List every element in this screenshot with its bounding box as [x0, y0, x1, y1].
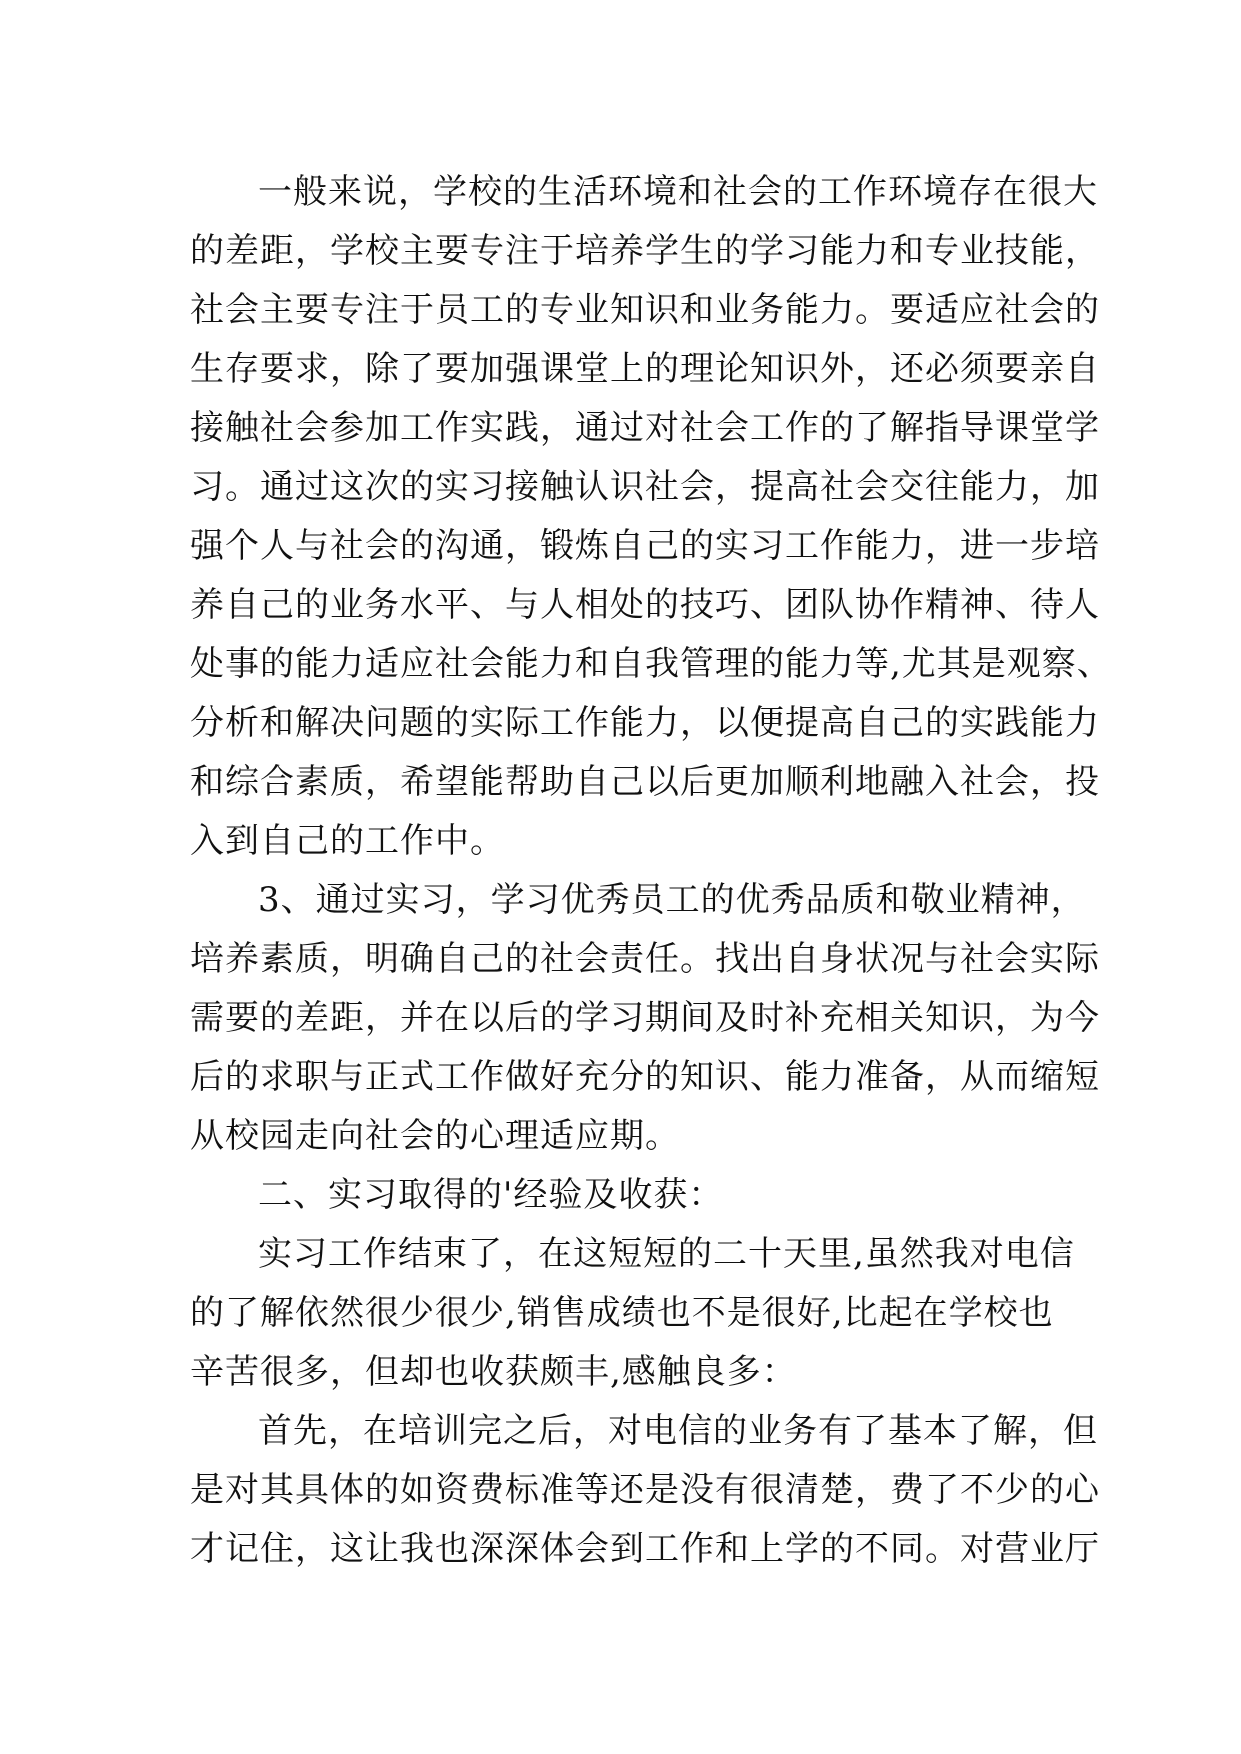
paragraph-line: 处事的能力适应社会能力和自我管理的能力等,尤其是观察、 — [190, 644, 1112, 684]
paragraph-line: 生存要求，除了要加强课堂上的理论知识外，还必须要亲自 — [190, 349, 1100, 389]
paragraph-line: 培养素质，明确自己的社会责任。找出自身状况与社会实际 — [190, 939, 1100, 979]
paragraph-line: 的差距，学校主要专注于培养学生的学习能力和专业技能， — [190, 231, 1100, 271]
paragraph-line: 和综合素质，希望能帮助自己以后更加顺利地融入社会，投 — [190, 762, 1100, 802]
document-body — [190, 163, 1112, 1579]
paragraph-line: 辛苦很多，但却也收获颇丰,感触良多： — [190, 1352, 797, 1392]
paragraph-line: 才记住，这让我也深深体会到工作和上学的不同。对营业厅 — [190, 1529, 1100, 1569]
section-heading: 二、实习取得的'经验及收获： — [258, 1175, 724, 1215]
paragraph-line: 养自己的业务水平、与人相处的技巧、团队协作精神、待人 — [190, 585, 1100, 625]
paragraph-line: 入到自己的工作中。 — [190, 821, 505, 861]
paragraph-line: 需要的差距，并在以后的学习期间及时补充相关知识，为今 — [190, 998, 1100, 1038]
paragraph-line: 分析和解决问题的实际工作能力，以便提高自己的实践能力 — [190, 703, 1100, 743]
paragraph-line: 后的求职与正式工作做好充分的知识、能力准备，从而缩短 — [190, 1057, 1100, 1097]
paragraph-line: 从校园走向社会的心理适应期。 — [190, 1116, 680, 1156]
paragraph-line: 实习工作结束了，在这短短的二十天里,虽然我对电信 — [258, 1234, 1075, 1274]
paragraph-line: 3、通过实习，学习优秀员工的优秀品质和敬业精神， — [258, 880, 1086, 920]
paragraph-line: 的了解依然很少很少,销售成绩也不是很好,比起在学校也 — [190, 1293, 1054, 1333]
paragraph-line: 强个人与社会的沟通，锻炼自己的实习工作能力，进一步培 — [190, 526, 1100, 566]
paragraph-line: 社会主要专注于员工的专业知识和业务能力。要适应社会的 — [190, 290, 1100, 330]
paragraph-line: 首先，在培训完之后，对电信的业务有了基本了解，但 — [258, 1411, 1098, 1451]
paragraph-line: 一般来说，学校的生活环境和社会的工作环境存在很大 — [258, 172, 1098, 212]
paragraph-line: 习。通过这次的实习接触认识社会，提高社会交往能力，加 — [190, 467, 1100, 507]
paragraph-line: 接触社会参加工作实践，通过对社会工作的了解指导课堂学 — [190, 408, 1100, 448]
paragraph-line: 是对其具体的如资费标准等还是没有很清楚，费了不少的心 — [190, 1470, 1100, 1510]
